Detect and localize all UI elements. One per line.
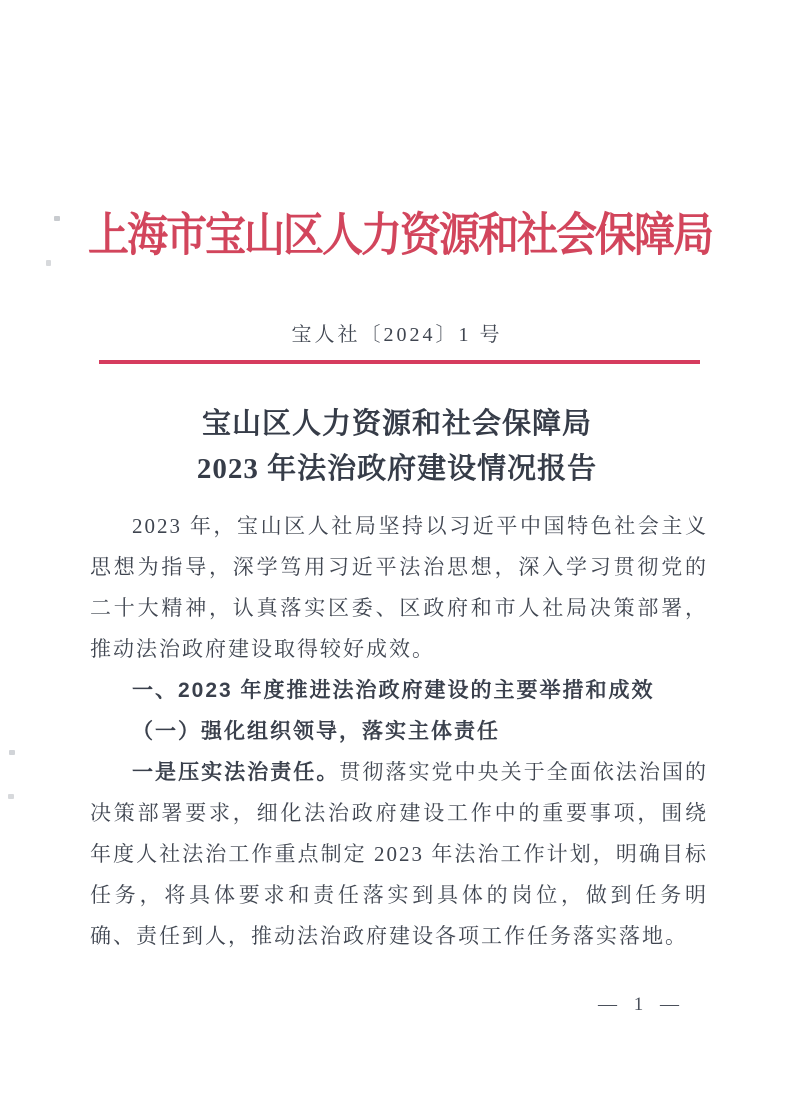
document-title-line-2: 2023 年法治政府建设情况报告 bbox=[196, 453, 598, 485]
document-title bbox=[88, 402, 706, 492]
letterhead-agency-name: 上海市宝山区人力资源和社会保障局 bbox=[88, 209, 712, 261]
letterhead-divider-rule bbox=[99, 360, 700, 364]
section-heading-1: 一、2023 年度推进法治政府建设的主要举措和成效 bbox=[132, 679, 655, 702]
scan-artifact bbox=[46, 260, 51, 266]
scan-artifact bbox=[9, 750, 15, 755]
paragraph-measure-1-lead: 一是压实法治责任。 bbox=[132, 760, 340, 784]
paragraph-measure-1-body: 贯彻落实党中央关于全面依法治国的决策部署要求，细化法治政府建设工作中的重要事项，围绕年度人社法治工作重点制定 2023 年法治工作计划，明确目标任务，将具体要求和责任落实到具体的岗位，做到任务明确、责任到人，推动法治政府建设各项工作任务落实落地。 bbox=[90, 760, 708, 948]
document-title-line-1: 宝山区人力资源和社会保障局 bbox=[201, 408, 592, 440]
paragraph-intro: 2023 年，宝山区人社局坚持以习近平中国特色社会主义思想为指导，深学笃用习近平法治思想，深入学习贯彻党的二十大精神，认真落实区委、区政府和市人社局决策部署，推动法治政府建设取得较好成效。 bbox=[90, 514, 708, 661]
paragraph-measure-1 bbox=[90, 752, 708, 957]
document-number: 宝人社〔2024〕1 号 bbox=[291, 324, 503, 346]
section-heading-1-1: （一）强化组织领导，落实主体责任 bbox=[132, 719, 500, 743]
scan-artifact bbox=[8, 794, 14, 799]
page-number: — 1 — bbox=[598, 994, 685, 1015]
scan-artifact bbox=[54, 216, 60, 221]
document-body bbox=[90, 506, 708, 957]
